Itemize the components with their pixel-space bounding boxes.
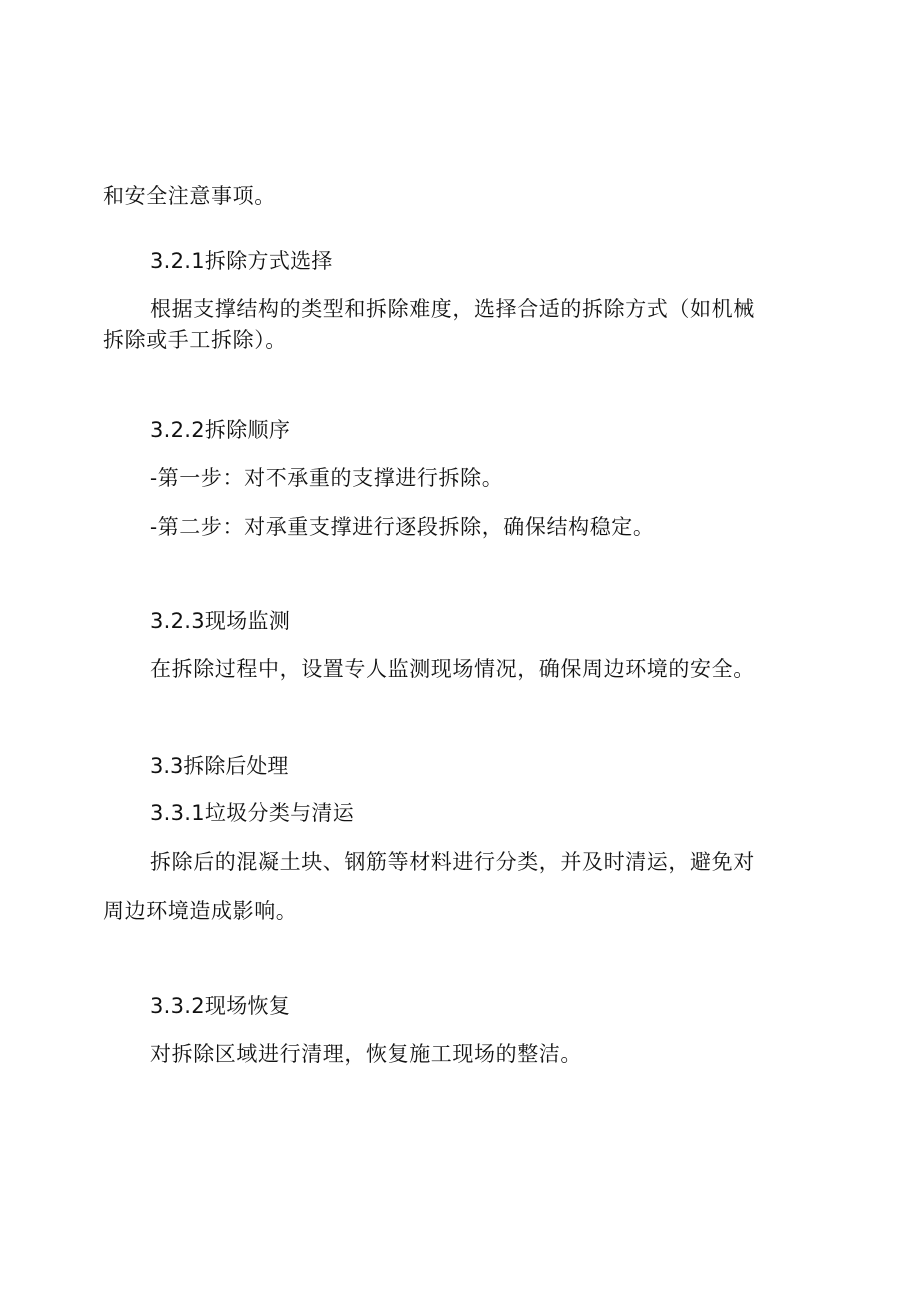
section-3-2-1-paragraph-line1: 根据支撑结构的类型和拆除难度，选择合适的拆除方式（如机械 <box>150 297 755 321</box>
section-3-2-2-heading: 3.2.2拆除顺序 <box>150 418 291 442</box>
section-3-2-3-paragraph: 在拆除过程中，设置专人监测现场情况，确保周边环境的安全。 <box>150 657 755 681</box>
section-3-2-2-step1: -第一步：对不承重的支撑进行拆除。 <box>150 466 504 490</box>
section-3-3-heading: 3.3拆除后处理 <box>150 754 289 778</box>
section-3-3-1-paragraph-line2: 周边环境造成影响。 <box>103 899 298 923</box>
section-3-2-1-paragraph-line2: 拆除或手工拆除）。 <box>103 328 287 352</box>
section-3-3-1-paragraph-line1: 拆除后的混凝土块、钢筋等材料进行分类，并及时清运，避免对 <box>150 850 755 874</box>
section-3-3-1-heading: 3.3.1垃圾分类与清运 <box>150 801 355 825</box>
section-3-2-2-step2: -第二步：对承重支撑进行逐段拆除，确保结构稳定。 <box>150 515 655 539</box>
section-3-2-3-heading: 3.2.3现场监测 <box>150 609 291 633</box>
section-3-3-2-paragraph: 对拆除区域进行清理，恢复施工现场的整洁。 <box>150 1042 582 1066</box>
section-3-3-2-heading: 3.3.2现场恢复 <box>150 994 291 1018</box>
section-3-2-1-heading: 3.2.1拆除方式选择 <box>150 249 333 273</box>
intro-continuation-text: 和安全注意事项。 <box>103 184 276 208</box>
